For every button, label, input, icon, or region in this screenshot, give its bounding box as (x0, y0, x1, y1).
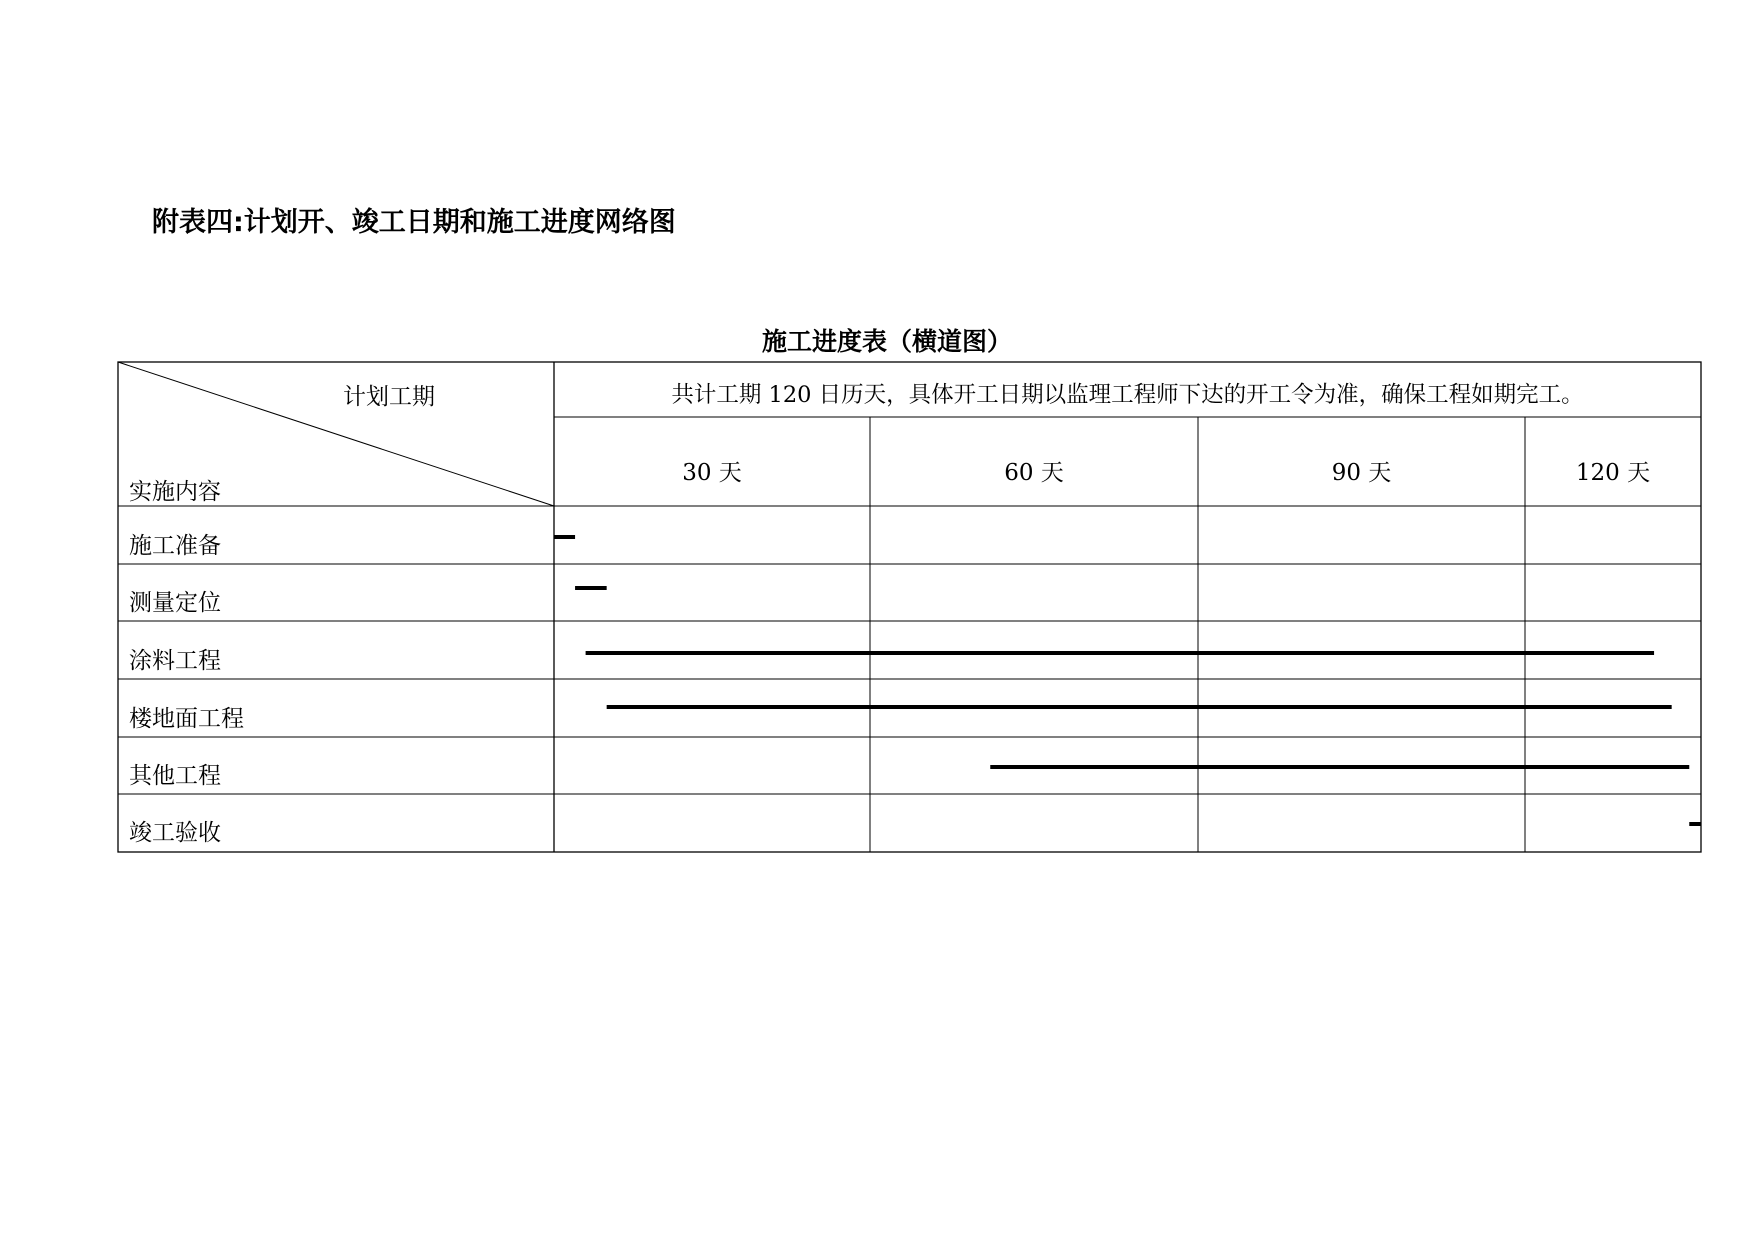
page-heading: 附表四:计划开、竣工日期和施工进度网络图 (152, 207, 676, 238)
gantt-bars (554, 537, 1701, 824)
period-60: 60 天 (1004, 460, 1064, 486)
corner-top-label: 计划工期 (343, 384, 435, 410)
task-label: 施工准备 (129, 533, 221, 559)
task-label: 涂料工程 (129, 648, 221, 674)
task-label: 测量定位 (129, 590, 221, 616)
table-frame (118, 362, 1701, 852)
period-90: 90 天 (1331, 460, 1392, 486)
task-label: 楼地面工程 (129, 706, 244, 732)
task-label: 其他工程 (129, 763, 221, 789)
table-title: 施工进度表（横道图） (761, 327, 1012, 356)
period-30: 30 天 (682, 460, 742, 486)
task-label: 竣工验收 (129, 820, 221, 846)
schedule-note: 共计工期 120 日历天，具体开工日期以监理工程师下达的开工令为准，确保工程如期完工。 (671, 382, 1584, 408)
period-120: 120 天 (1575, 460, 1651, 486)
corner-bottom-label: 实施内容 (129, 479, 221, 505)
